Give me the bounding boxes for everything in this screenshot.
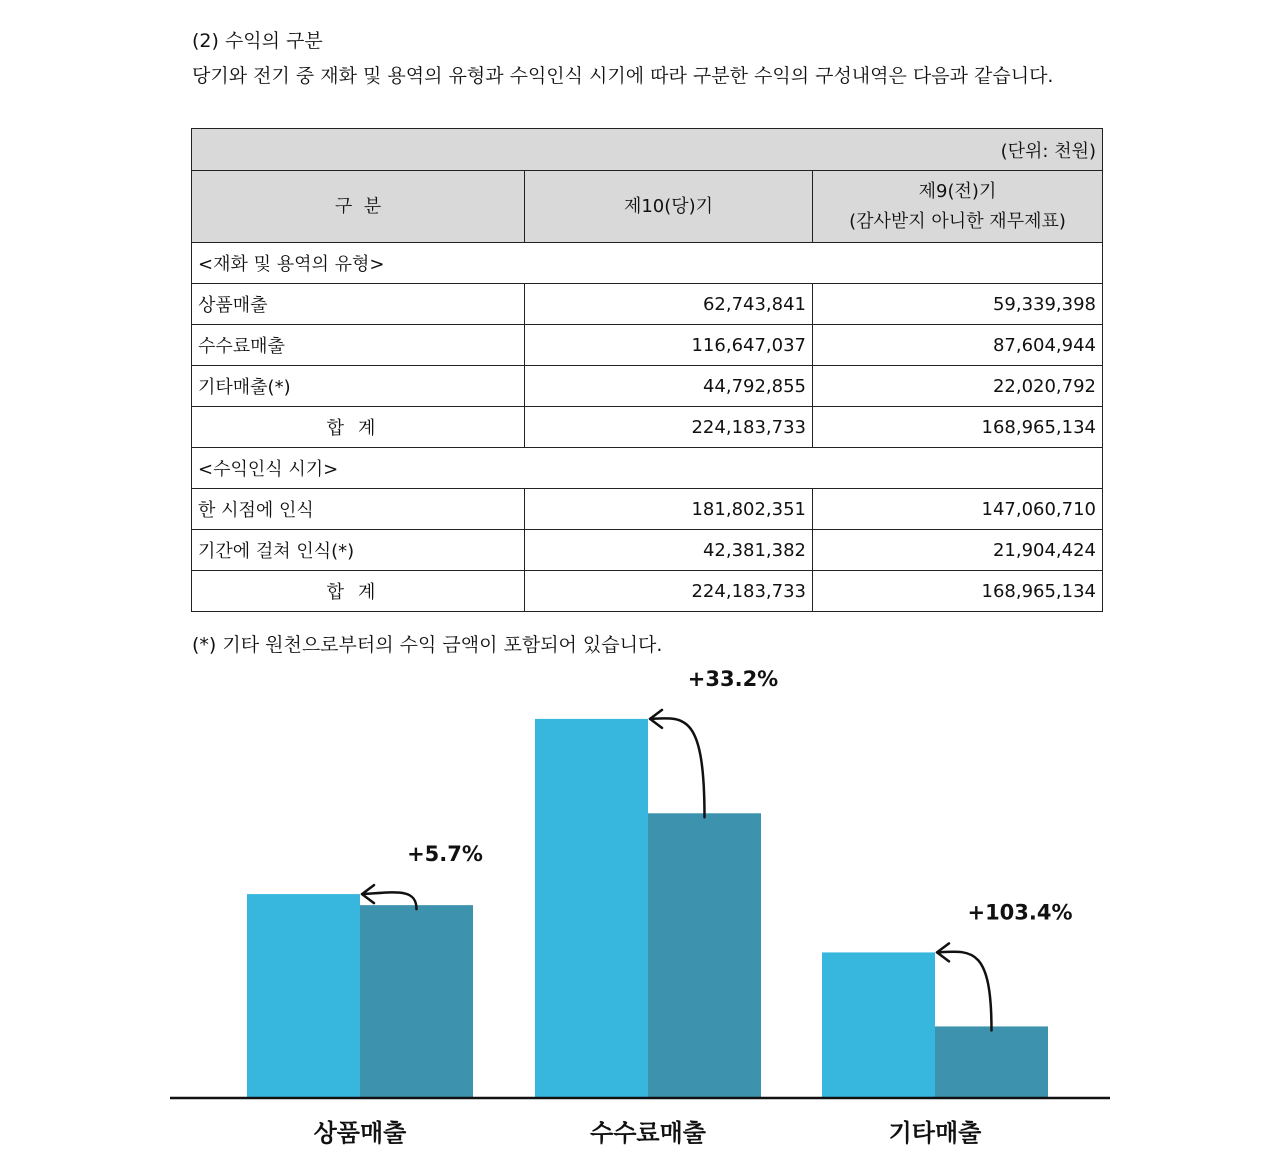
growth-arrow [650,718,705,817]
bar-current-period [247,894,360,1098]
row-prior: 87,604,944 [813,325,1103,366]
row-prior: 59,339,398 [813,284,1103,325]
growth-label: +103.4% [967,900,1073,925]
row-label: 상품매출 [192,284,525,325]
section-label: <재화 및 용역의 유형> [192,243,1103,284]
row-current: 42,381,382 [525,530,813,571]
total-prior: 168,965,134 [813,407,1103,448]
row-label: 기간에 걸쳐 인식(*) [192,530,525,571]
header-category: 구 분 [192,171,525,243]
total-label: 합계 [192,407,525,448]
bar-current-period [535,719,648,1098]
header-prior-line2: (감사받지 아니한 재무제표) [849,210,1066,232]
section-heading: (2) 수익의 구분 [192,30,323,52]
bar-current-period [822,952,935,1098]
bar-prior-period [360,905,473,1098]
table-footnote: (*) 기타 원천으로부터의 수익 금액이 포함되어 있습니다. [192,634,663,656]
category-label: 수수료매출 [590,1119,706,1147]
total-current: 224,183,733 [525,571,813,612]
unit-label: (단위: 천원) [192,129,1103,171]
total-current: 224,183,733 [525,407,813,448]
row-label: 수수료매출 [192,325,525,366]
growth-arrow [937,952,992,1031]
row-current: 44,792,855 [525,366,813,407]
header-prior-line1: 제9(전)기 [918,180,997,202]
category-label: 상품매출 [313,1119,407,1147]
row-prior: 147,060,710 [813,489,1103,530]
row-current: 181,802,351 [525,489,813,530]
section-label: <수익인식 시기> [192,448,1103,489]
row-label: 한 시점에 인식 [192,489,525,530]
bar-prior-period [648,813,761,1098]
row-current: 116,647,037 [525,325,813,366]
total-prior: 168,965,134 [813,571,1103,612]
bar-prior-period [935,1026,1048,1098]
intro-paragraph: 당기와 전기 중 재화 및 용역의 유형과 수익인식 시기에 따라 구분한 수익의 구성내역은 다음과 같습니다. [192,65,1054,87]
row-current: 62,743,841 [525,284,813,325]
category-label: 기타매출 [888,1119,982,1147]
row-prior: 21,904,424 [813,530,1103,571]
total-label: 합계 [192,571,525,612]
growth-label: +5.7% [407,842,483,867]
growth-label: +33.2% [687,666,779,691]
row-label: 기타매출(*) [192,366,525,407]
header-current-period: 제10(당)기 [525,171,813,243]
row-prior: 22,020,792 [813,366,1103,407]
